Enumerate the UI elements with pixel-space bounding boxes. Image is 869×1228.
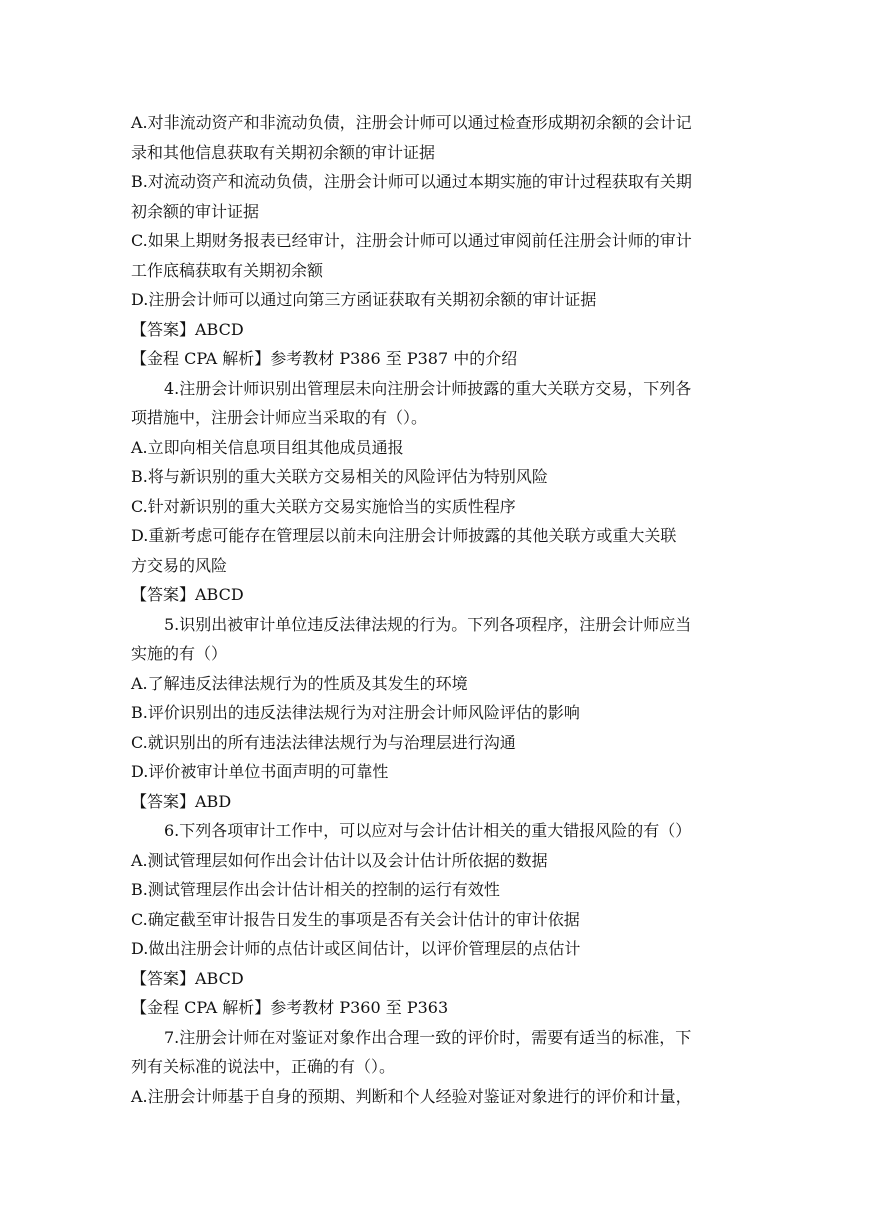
question-line: 7.注册会计师在对鉴证对象作出合理一致的评价时，需要有适当的标准，下 bbox=[164, 1027, 692, 1047]
option-line: 初余额的审计证据 bbox=[131, 201, 260, 221]
option-line: D.重新考虑可能存在管理层以前未向注册会计师披露的其他关联方或重大关联 bbox=[131, 526, 677, 545]
option-line: C.如果上期财务报表已经审计，注册会计师可以通过审阅前任注册会计师的审计 bbox=[131, 231, 692, 250]
analysis-line: 【金程 CPA 解析】参考教材 P386 至 P387 中的介绍 bbox=[131, 349, 518, 368]
option-line: A.对非流动资产和非流动负债，注册会计师可以通过检查形成期初余额的会计记 bbox=[131, 113, 692, 132]
option-line: C.就识别出的所有违法法律法规行为与治理层进行沟通 bbox=[131, 732, 516, 752]
question-line: 6.下列各项审计工作中，可以应对与会计估计相关的重大错报风险的有（） bbox=[164, 821, 692, 840]
option-line: 方交易的风险 bbox=[131, 555, 228, 575]
option-line: B.将与新识别的重大关联方交易相关的风险评估为特别风险 bbox=[131, 467, 548, 486]
option-line: A.了解违反法律法规行为的性质及其发生的环境 bbox=[131, 673, 468, 693]
option-line: A.立即向相关信息项目组其他成员通报 bbox=[131, 437, 404, 457]
option-line: D.评价被审计单位书面声明的可靠性 bbox=[131, 762, 389, 781]
answer-line: 【答案】ABCD bbox=[131, 585, 244, 604]
question-line: 列有关标准的说法中，正确的有（）。 bbox=[131, 1057, 396, 1076]
answer-line: 【答案】ABD bbox=[131, 791, 232, 811]
option-line: B.对流动资产和流动负债，注册会计师可以通过本期实施的审计过程获取有关期 bbox=[131, 172, 692, 191]
option-line: B.测试管理层作出会计估计相关的控制的运行有效性 bbox=[131, 880, 500, 899]
option-line: B.评价识别出的违反法律法规行为对注册会计师风险评估的影响 bbox=[131, 703, 580, 722]
question-line: 项措施中，注册会计师应当采取的有（）。 bbox=[131, 408, 428, 427]
question-line: 5.识别出被审计单位违反法律法规的行为。下列各项程序，注册会计师应当 bbox=[164, 614, 692, 634]
answer-line: 【答案】ABCD bbox=[131, 319, 244, 339]
option-line: D.注册会计师可以通过向第三方函证获取有关期初余额的审计证据 bbox=[131, 290, 597, 309]
option-line: C.针对新识别的重大关联方交易实施恰当的实质性程序 bbox=[131, 496, 516, 516]
option-line: A.测试管理层如何作出会计估计以及会计估计所依据的数据 bbox=[131, 850, 548, 870]
answer-line: 【答案】ABCD bbox=[131, 968, 244, 988]
document-page bbox=[131, 108, 743, 1111]
question-line: 4.注册会计师识别出管理层未向注册会计师披露的重大关联方交易，下列各 bbox=[164, 378, 692, 398]
option-line: A.注册会计师基于自身的预期、判断和个人经验对鉴证对象进行的评价和计量， bbox=[131, 1086, 692, 1106]
analysis-line: 【金程 CPA 解析】参考教材 P360 至 P363 bbox=[131, 998, 449, 1017]
option-line: D.做出注册会计师的点估计或区间估计，以评价管理层的点估计 bbox=[131, 939, 581, 958]
option-line: C.确定截至审计报告日发生的事项是否有关会计估计的审计依据 bbox=[131, 909, 580, 929]
question-line: 实施的有（） bbox=[131, 644, 228, 663]
option-line: 工作底稿获取有关期初余额 bbox=[131, 260, 324, 280]
option-line: 录和其他信息获取有关期初余额的审计证据 bbox=[131, 142, 436, 162]
